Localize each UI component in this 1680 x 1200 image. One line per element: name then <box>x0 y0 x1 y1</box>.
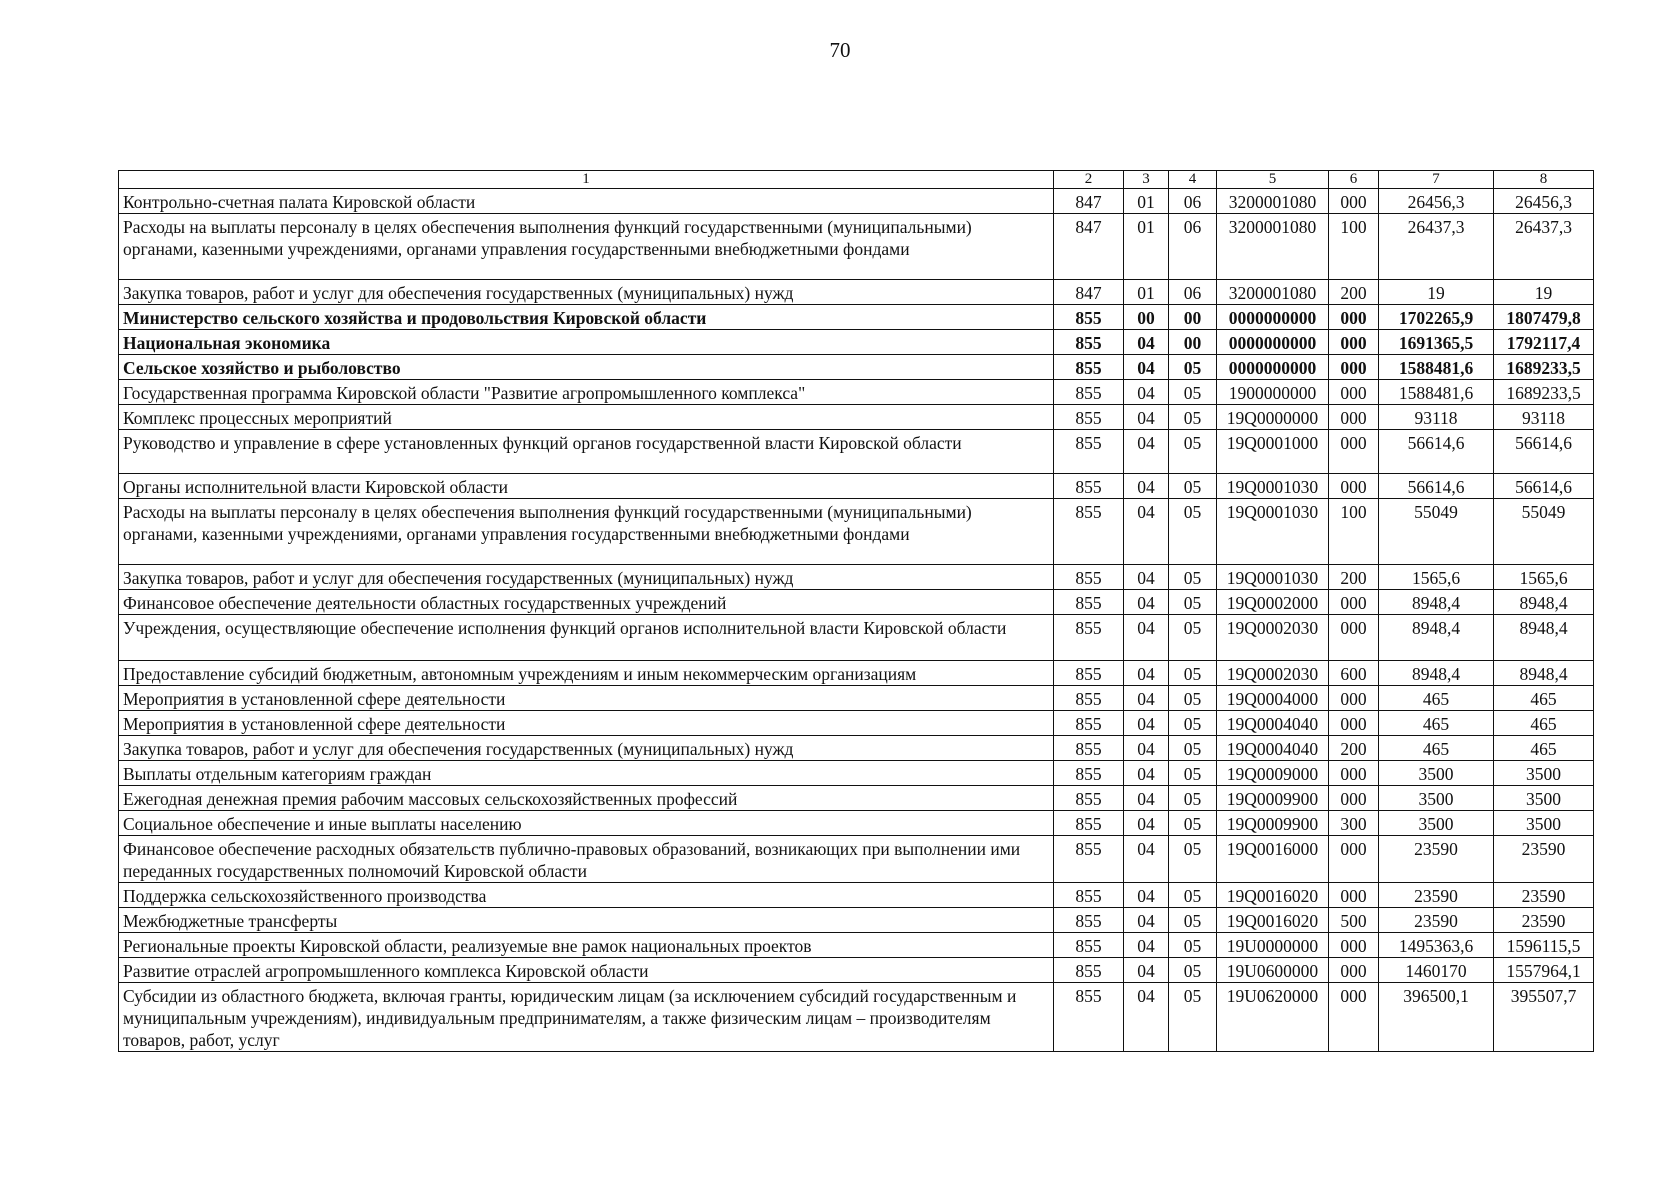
admin-code-cell: 855 <box>1054 430 1124 474</box>
table-row <box>119 280 1594 305</box>
expense-type-cell: 100 <box>1329 214 1379 280</box>
subsection-code-cell: 05 <box>1169 711 1217 736</box>
expense-type-cell: 000 <box>1329 590 1379 615</box>
amount-col7-cell: 465 <box>1379 686 1494 711</box>
row-name-cell: Государственная программа Кировской области "Развитие агропромышленного комплекса" <box>119 380 1054 405</box>
target-article-cell: 19Q0001000 <box>1217 430 1329 474</box>
amount-col8-cell: 1565,6 <box>1494 565 1594 590</box>
target-article-cell: 19Q0004040 <box>1217 736 1329 761</box>
subsection-code-cell: 05 <box>1169 590 1217 615</box>
subsection-code-cell: 05 <box>1169 474 1217 499</box>
admin-code-cell: 855 <box>1054 686 1124 711</box>
section-code-cell: 04 <box>1124 405 1169 430</box>
subsection-code-cell: 06 <box>1169 280 1217 305</box>
expense-type-cell: 000 <box>1329 330 1379 355</box>
subsection-code-cell: 05 <box>1169 908 1217 933</box>
admin-code-cell: 847 <box>1054 280 1124 305</box>
table-row <box>119 499 1594 565</box>
row-name-cell: Министерство сельского хозяйства и продовольствия Кировской области <box>119 305 1054 330</box>
amount-col8-cell: 23590 <box>1494 883 1594 908</box>
subsection-code-cell: 05 <box>1169 836 1217 883</box>
section-code-cell: 04 <box>1124 883 1169 908</box>
target-article-cell: 19Q0016000 <box>1217 836 1329 883</box>
row-name-cell: Учреждения, осуществляющие обеспечение исполнения функций органов исполнительной власти Кировской области <box>119 615 1054 661</box>
amount-col8-cell: 19 <box>1494 280 1594 305</box>
table-row <box>119 565 1594 590</box>
amount-col8-cell: 3500 <box>1494 761 1594 786</box>
admin-code-cell: 855 <box>1054 958 1124 983</box>
amount-col8-cell: 3500 <box>1494 786 1594 811</box>
amount-col8-cell: 3500 <box>1494 811 1594 836</box>
amount-col8-cell: 55049 <box>1494 499 1594 565</box>
row-name-cell: Социальное обеспечение и иные выплаты населению <box>119 811 1054 836</box>
subsection-code-cell: 05 <box>1169 661 1217 686</box>
row-name-cell: Ежегодная денежная премия рабочим массовых сельскохозяйственных профессий <box>119 786 1054 811</box>
row-name-cell: Развитие отраслей агропромышленного комплекса Кировской области <box>119 958 1054 983</box>
header-cell: 3 <box>1124 171 1169 189</box>
amount-col8-cell: 1807479,8 <box>1494 305 1594 330</box>
target-article-cell: 19Q0016020 <box>1217 883 1329 908</box>
amount-col8-cell: 1689233,5 <box>1494 380 1594 405</box>
subsection-code-cell: 05 <box>1169 380 1217 405</box>
admin-code-cell: 855 <box>1054 786 1124 811</box>
header-cell: 5 <box>1217 171 1329 189</box>
row-name-cell: Расходы на выплаты персоналу в целях обеспечения выполнения функций государственными (муниципальными) органами, казенными учреждениями, органами управления государственными внебюджетными фондами <box>119 214 1054 280</box>
expense-type-cell: 200 <box>1329 280 1379 305</box>
expense-type-cell: 000 <box>1329 430 1379 474</box>
section-code-cell: 04 <box>1124 686 1169 711</box>
table-row <box>119 811 1594 836</box>
amount-col7-cell: 3500 <box>1379 786 1494 811</box>
admin-code-cell: 855 <box>1054 836 1124 883</box>
amount-col7-cell: 3500 <box>1379 811 1494 836</box>
section-code-cell: 04 <box>1124 933 1169 958</box>
header-cell: 4 <box>1169 171 1217 189</box>
section-code-cell: 04 <box>1124 380 1169 405</box>
section-code-cell: 04 <box>1124 565 1169 590</box>
table-row <box>119 474 1594 499</box>
admin-code-cell: 855 <box>1054 380 1124 405</box>
amount-col8-cell: 23590 <box>1494 908 1594 933</box>
table-row <box>119 615 1594 661</box>
amount-col7-cell: 55049 <box>1379 499 1494 565</box>
subsection-code-cell: 00 <box>1169 330 1217 355</box>
table-row <box>119 590 1594 615</box>
amount-col8-cell: 23590 <box>1494 836 1594 883</box>
amount-col8-cell: 8948,4 <box>1494 590 1594 615</box>
row-name-cell: Органы исполнительной власти Кировской области <box>119 474 1054 499</box>
subsection-code-cell: 05 <box>1169 736 1217 761</box>
expense-type-cell: 000 <box>1329 711 1379 736</box>
subsection-code-cell: 05 <box>1169 933 1217 958</box>
target-article-cell: 19Q0009000 <box>1217 761 1329 786</box>
row-name-cell: Национальная экономика <box>119 330 1054 355</box>
budget-table <box>118 170 1594 1052</box>
expense-type-cell: 000 <box>1329 355 1379 380</box>
row-name-cell: Руководство и управление в сфере установленных функций органов государственной власти Кировской области <box>119 430 1054 474</box>
table-row <box>119 355 1594 380</box>
expense-type-cell: 000 <box>1329 761 1379 786</box>
amount-col7-cell: 1691365,5 <box>1379 330 1494 355</box>
table-row <box>119 761 1594 786</box>
amount-col8-cell: 26456,3 <box>1494 189 1594 214</box>
section-code-cell: 04 <box>1124 786 1169 811</box>
amount-col7-cell: 465 <box>1379 711 1494 736</box>
table-row <box>119 786 1594 811</box>
row-name-cell: Поддержка сельскохозяйственного производства <box>119 883 1054 908</box>
section-code-cell: 04 <box>1124 958 1169 983</box>
admin-code-cell: 855 <box>1054 661 1124 686</box>
row-name-cell: Контрольно-счетная палата Кировской области <box>119 189 1054 214</box>
admin-code-cell: 855 <box>1054 330 1124 355</box>
section-code-cell: 04 <box>1124 736 1169 761</box>
section-code-cell: 04 <box>1124 811 1169 836</box>
section-code-cell: 04 <box>1124 908 1169 933</box>
subsection-code-cell: 05 <box>1169 811 1217 836</box>
table-row <box>119 686 1594 711</box>
amount-col8-cell: 26437,3 <box>1494 214 1594 280</box>
expense-type-cell: 000 <box>1329 983 1379 1052</box>
subsection-code-cell: 05 <box>1169 786 1217 811</box>
amount-col7-cell: 23590 <box>1379 883 1494 908</box>
expense-type-cell: 000 <box>1329 615 1379 661</box>
expense-type-cell: 000 <box>1329 686 1379 711</box>
target-article-cell: 19Q0009900 <box>1217 786 1329 811</box>
expense-type-cell: 000 <box>1329 786 1379 811</box>
amount-col8-cell: 56614,6 <box>1494 430 1594 474</box>
table-row <box>119 330 1594 355</box>
expense-type-cell: 000 <box>1329 380 1379 405</box>
amount-col7-cell: 8948,4 <box>1379 590 1494 615</box>
section-code-cell: 04 <box>1124 761 1169 786</box>
expense-type-cell: 000 <box>1329 836 1379 883</box>
target-article-cell: 19Q0002030 <box>1217 615 1329 661</box>
amount-col7-cell: 1460170 <box>1379 958 1494 983</box>
table-row <box>119 883 1594 908</box>
amount-col7-cell: 26437,3 <box>1379 214 1494 280</box>
amount-col8-cell: 465 <box>1494 711 1594 736</box>
amount-col7-cell: 8948,4 <box>1379 615 1494 661</box>
admin-code-cell: 855 <box>1054 811 1124 836</box>
amount-col8-cell: 1792117,4 <box>1494 330 1594 355</box>
section-code-cell: 04 <box>1124 474 1169 499</box>
expense-type-cell: 000 <box>1329 474 1379 499</box>
row-name-cell: Закупка товаров, работ и услуг для обеспечения государственных (муниципальных) нужд <box>119 736 1054 761</box>
expense-type-cell: 100 <box>1329 499 1379 565</box>
target-article-cell: 19Q0004040 <box>1217 711 1329 736</box>
table-row <box>119 305 1594 330</box>
amount-col8-cell: 465 <box>1494 736 1594 761</box>
target-article-cell: 19Q0001030 <box>1217 565 1329 590</box>
amount-col7-cell: 1702265,9 <box>1379 305 1494 330</box>
header-cell: 8 <box>1494 171 1594 189</box>
expense-type-cell: 000 <box>1329 189 1379 214</box>
amount-col8-cell: 395507,7 <box>1494 983 1594 1052</box>
row-name-cell: Закупка товаров, работ и услуг для обеспечения государственных (муниципальных) нужд <box>119 280 1054 305</box>
row-name-cell: Расходы на выплаты персоналу в целях обеспечения выполнения функций государственными (муниципальными) органами, казенными учреждениями, органами управления государственными внебюджетными фондами <box>119 499 1054 565</box>
section-code-cell: 04 <box>1124 590 1169 615</box>
admin-code-cell: 855 <box>1054 565 1124 590</box>
row-name-cell: Региональные проекты Кировской области, реализуемые вне рамок национальных проектов <box>119 933 1054 958</box>
section-code-cell: 04 <box>1124 836 1169 883</box>
table-row <box>119 214 1594 280</box>
expense-type-cell: 000 <box>1329 405 1379 430</box>
amount-col7-cell: 26456,3 <box>1379 189 1494 214</box>
header-cell: 7 <box>1379 171 1494 189</box>
amount-col7-cell: 23590 <box>1379 908 1494 933</box>
admin-code-cell: 847 <box>1054 214 1124 280</box>
row-name-cell: Закупка товаров, работ и услуг для обеспечения государственных (муниципальных) нужд <box>119 565 1054 590</box>
amount-col7-cell: 396500,1 <box>1379 983 1494 1052</box>
subsection-code-cell: 00 <box>1169 305 1217 330</box>
header-cell: 2 <box>1054 171 1124 189</box>
table-row <box>119 908 1594 933</box>
table-row <box>119 736 1594 761</box>
admin-code-cell: 855 <box>1054 615 1124 661</box>
expense-type-cell: 600 <box>1329 661 1379 686</box>
admin-code-cell: 855 <box>1054 933 1124 958</box>
target-article-cell: 19Q0009900 <box>1217 811 1329 836</box>
subsection-code-cell: 05 <box>1169 883 1217 908</box>
target-article-cell: 19Q0001030 <box>1217 474 1329 499</box>
expense-type-cell: 000 <box>1329 305 1379 330</box>
target-article-cell: 19Q0000000 <box>1217 405 1329 430</box>
expense-type-cell: 000 <box>1329 958 1379 983</box>
section-code-cell: 04 <box>1124 983 1169 1052</box>
expense-type-cell: 200 <box>1329 565 1379 590</box>
target-article-cell: 0000000000 <box>1217 305 1329 330</box>
target-article-cell: 3200001080 <box>1217 280 1329 305</box>
amount-col7-cell: 1495363,6 <box>1379 933 1494 958</box>
table-row <box>119 661 1594 686</box>
row-name-cell: Мероприятия в установленной сфере деятельности <box>119 686 1054 711</box>
amount-col7-cell: 8948,4 <box>1379 661 1494 686</box>
section-code-cell: 01 <box>1124 280 1169 305</box>
table-row <box>119 983 1594 1052</box>
table-row <box>119 430 1594 474</box>
amount-col8-cell: 1557964,1 <box>1494 958 1594 983</box>
amount-col7-cell: 3500 <box>1379 761 1494 786</box>
section-code-cell: 04 <box>1124 499 1169 565</box>
admin-code-cell: 855 <box>1054 711 1124 736</box>
row-name-cell: Финансовое обеспечение деятельности областных государственных учреждений <box>119 590 1054 615</box>
target-article-cell: 19U0600000 <box>1217 958 1329 983</box>
target-article-cell: 19U0620000 <box>1217 983 1329 1052</box>
admin-code-cell: 855 <box>1054 305 1124 330</box>
expense-type-cell: 000 <box>1329 883 1379 908</box>
target-article-cell: 19Q0001030 <box>1217 499 1329 565</box>
section-code-cell: 04 <box>1124 355 1169 380</box>
amount-col8-cell: 56614,6 <box>1494 474 1594 499</box>
amount-col8-cell: 8948,4 <box>1494 661 1594 686</box>
table-row <box>119 836 1594 883</box>
section-code-cell: 04 <box>1124 711 1169 736</box>
section-code-cell: 04 <box>1124 330 1169 355</box>
table-row <box>119 711 1594 736</box>
admin-code-cell: 847 <box>1054 189 1124 214</box>
amount-col8-cell: 93118 <box>1494 405 1594 430</box>
amount-col8-cell: 1689233,5 <box>1494 355 1594 380</box>
amount-col8-cell: 465 <box>1494 686 1594 711</box>
section-code-cell: 00 <box>1124 305 1169 330</box>
amount-col7-cell: 56614,6 <box>1379 430 1494 474</box>
header-cell: 6 <box>1329 171 1379 189</box>
subsection-code-cell: 05 <box>1169 565 1217 590</box>
subsection-code-cell: 05 <box>1169 983 1217 1052</box>
row-name-cell: Предоставление субсидий бюджетным, автономным учреждениям и иным некоммерческим организациям <box>119 661 1054 686</box>
amount-col7-cell: 19 <box>1379 280 1494 305</box>
row-name-cell: Финансовое обеспечение расходных обязательств публично-правовых образований, возникающих при выполнении ими переданных государственных полномочий Кировской области <box>119 836 1054 883</box>
subsection-code-cell: 05 <box>1169 686 1217 711</box>
target-article-cell: 19Q0002000 <box>1217 590 1329 615</box>
row-name-cell: Выплаты отдельным категориям граждан <box>119 761 1054 786</box>
admin-code-cell: 855 <box>1054 883 1124 908</box>
table-row <box>119 933 1594 958</box>
expense-type-cell: 500 <box>1329 908 1379 933</box>
subsection-code-cell: 05 <box>1169 499 1217 565</box>
target-article-cell: 19Q0002030 <box>1217 661 1329 686</box>
admin-code-cell: 855 <box>1054 983 1124 1052</box>
amount-col7-cell: 1588481,6 <box>1379 380 1494 405</box>
target-article-cell: 0000000000 <box>1217 330 1329 355</box>
row-name-cell: Мероприятия в установленной сфере деятельности <box>119 711 1054 736</box>
target-article-cell: 19Q0004000 <box>1217 686 1329 711</box>
target-article-cell: 19U0000000 <box>1217 933 1329 958</box>
subsection-code-cell: 06 <box>1169 189 1217 214</box>
amount-col7-cell: 93118 <box>1379 405 1494 430</box>
subsection-code-cell: 05 <box>1169 355 1217 380</box>
section-code-cell: 01 <box>1124 214 1169 280</box>
section-code-cell: 01 <box>1124 189 1169 214</box>
admin-code-cell: 855 <box>1054 761 1124 786</box>
amount-col7-cell: 1565,6 <box>1379 565 1494 590</box>
table-row <box>119 380 1594 405</box>
admin-code-cell: 855 <box>1054 355 1124 380</box>
table-row <box>119 405 1594 430</box>
table-row <box>119 189 1594 214</box>
row-name-cell: Комплекс процессных мероприятий <box>119 405 1054 430</box>
subsection-code-cell: 05 <box>1169 958 1217 983</box>
amount-col8-cell: 1596115,5 <box>1494 933 1594 958</box>
table-row <box>119 958 1594 983</box>
page-number: 70 <box>829 38 851 62</box>
admin-code-cell: 855 <box>1054 499 1124 565</box>
admin-code-cell: 855 <box>1054 908 1124 933</box>
row-name-cell: Сельское хозяйство и рыболовство <box>119 355 1054 380</box>
target-article-cell: 3200001080 <box>1217 214 1329 280</box>
target-article-cell: 3200001080 <box>1217 189 1329 214</box>
amount-col8-cell: 8948,4 <box>1494 615 1594 661</box>
amount-col7-cell: 56614,6 <box>1379 474 1494 499</box>
admin-code-cell: 855 <box>1054 590 1124 615</box>
admin-code-cell: 855 <box>1054 405 1124 430</box>
subsection-code-cell: 05 <box>1169 615 1217 661</box>
header-row <box>119 171 1594 189</box>
expense-type-cell: 200 <box>1329 736 1379 761</box>
section-code-cell: 04 <box>1124 661 1169 686</box>
section-code-cell: 04 <box>1124 615 1169 661</box>
subsection-code-cell: 05 <box>1169 405 1217 430</box>
row-name-cell: Межбюджетные трансферты <box>119 908 1054 933</box>
target-article-cell: 1900000000 <box>1217 380 1329 405</box>
amount-col7-cell: 23590 <box>1379 836 1494 883</box>
expense-type-cell: 000 <box>1329 933 1379 958</box>
section-code-cell: 04 <box>1124 430 1169 474</box>
subsection-code-cell: 05 <box>1169 761 1217 786</box>
admin-code-cell: 855 <box>1054 736 1124 761</box>
expense-type-cell: 300 <box>1329 811 1379 836</box>
target-article-cell: 0000000000 <box>1217 355 1329 380</box>
admin-code-cell: 855 <box>1054 474 1124 499</box>
subsection-code-cell: 06 <box>1169 214 1217 280</box>
amount-col7-cell: 465 <box>1379 736 1494 761</box>
header-cell: 1 <box>119 171 1054 189</box>
row-name-cell: Субсидии из областного бюджета, включая гранты, юридическим лицам (за исключением субсидий государственным и муниципальным учреждениям), индивидуальным предпринимателям, а также физическим лицам – производителям товаров, работ, услуг <box>119 983 1054 1052</box>
amount-col7-cell: 1588481,6 <box>1379 355 1494 380</box>
target-article-cell: 19Q0016020 <box>1217 908 1329 933</box>
subsection-code-cell: 05 <box>1169 430 1217 474</box>
